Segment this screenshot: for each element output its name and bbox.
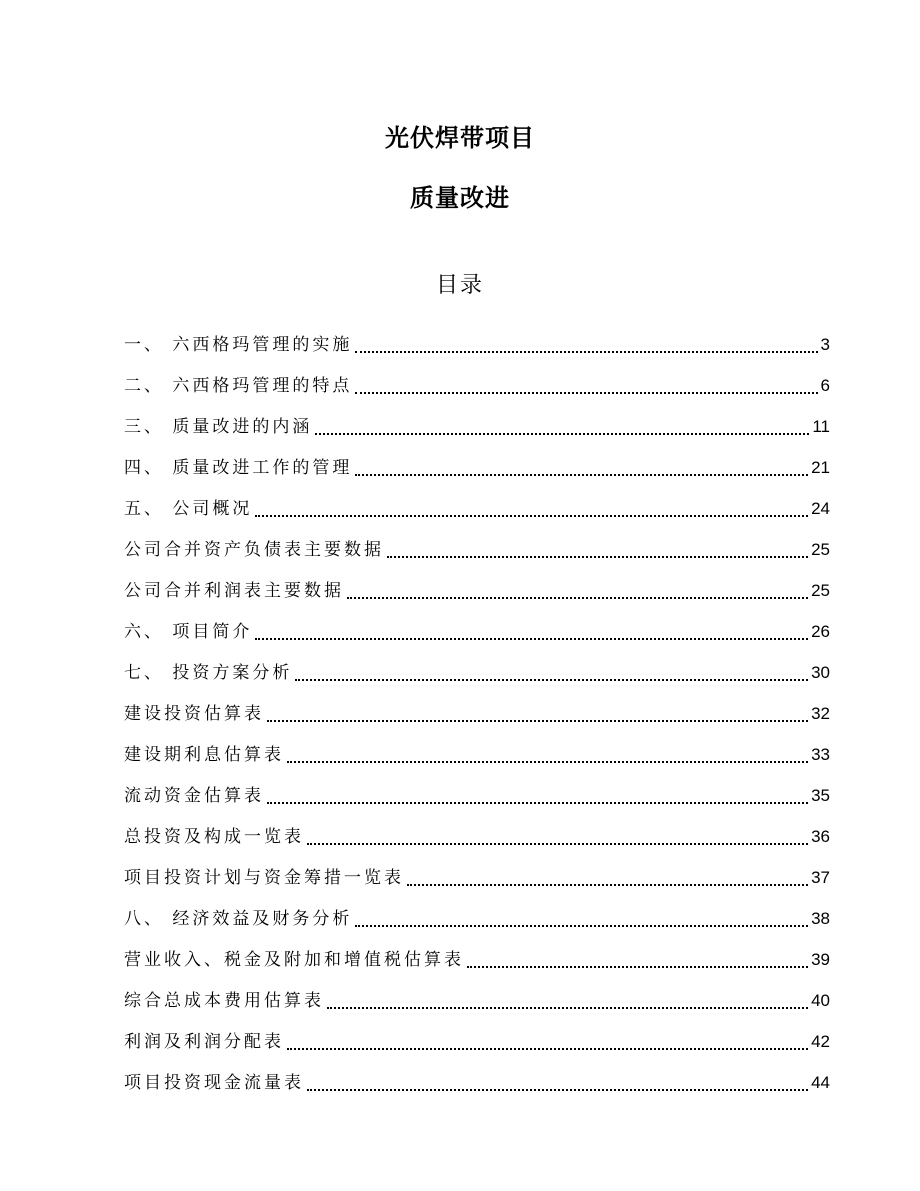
toc-entry[interactable]	[124, 603, 830, 644]
document-title: 光伏焊带项目	[385, 124, 535, 152]
toc-dot-leader	[307, 825, 808, 849]
toc-entry-page-number: 32	[811, 704, 830, 723]
toc-dot-leader	[255, 497, 808, 521]
toc-entry[interactable]	[124, 480, 830, 521]
toc-entry-label: 八、 经济效益及财务分析	[124, 909, 353, 929]
toc-dot-leader	[327, 989, 808, 1013]
toc-entry-label: 七、 投资方案分析	[124, 663, 293, 683]
toc-entry[interactable]	[124, 931, 830, 972]
toc-dot-leader	[295, 661, 808, 685]
toc-entry[interactable]	[124, 726, 830, 767]
toc-entry[interactable]	[124, 685, 830, 726]
toc-entry-label: 营业收入、税金及附加和增值税估算表	[124, 950, 464, 970]
toc-entry[interactable]	[124, 644, 830, 685]
toc-entry-page-number: 35	[811, 786, 830, 805]
toc-entry[interactable]	[124, 972, 830, 1013]
toc-dot-leader	[355, 907, 808, 931]
toc-dot-leader	[355, 456, 808, 480]
toc-entry-page-number: 30	[811, 663, 830, 682]
toc-entry[interactable]	[124, 767, 830, 808]
toc-dot-leader	[387, 538, 808, 562]
toc-dot-leader	[267, 702, 808, 726]
toc-dot-leader	[355, 374, 817, 398]
toc-entry[interactable]	[124, 890, 830, 931]
toc-entry-label: 公司合并利润表主要数据	[124, 581, 344, 601]
toc-heading: 目录	[435, 273, 484, 298]
toc-entry[interactable]	[124, 439, 830, 480]
toc-entry[interactable]	[124, 398, 830, 439]
toc-entry-page-number: 36	[811, 827, 830, 846]
toc-entry-label: 五、 公司概况	[124, 499, 253, 519]
toc-entry[interactable]	[124, 357, 830, 398]
toc-entry-page-number: 25	[811, 581, 830, 600]
toc-entry[interactable]	[124, 562, 830, 603]
toc-dot-leader	[347, 579, 808, 603]
toc-entry-page-number: 25	[811, 540, 830, 559]
toc-entry-label: 四、 质量改进工作的管理	[124, 458, 353, 478]
toc-entry-label: 建设期利息估算表	[124, 745, 284, 765]
toc-entry-page-number: 38	[811, 909, 830, 928]
toc-dot-leader	[307, 1071, 808, 1095]
toc-entry-label: 项目投资现金流量表	[124, 1073, 304, 1093]
toc-entry-label: 一、 六西格玛管理的实施	[124, 335, 353, 355]
toc-entry[interactable]	[124, 316, 830, 357]
toc-dot-leader	[287, 1030, 808, 1054]
toc-entry-page-number: 39	[811, 950, 830, 969]
toc-entry-label: 三、 质量改进的内涵	[124, 417, 313, 437]
toc-entry-page-number: 33	[811, 745, 830, 764]
toc-entry-label: 总投资及构成一览表	[124, 827, 304, 847]
table-of-contents	[124, 316, 830, 1095]
toc-entry[interactable]	[124, 1013, 830, 1054]
toc-entry-page-number: 37	[811, 868, 830, 887]
toc-entry[interactable]	[124, 808, 830, 849]
toc-entry-label: 六、 项目简介	[124, 622, 253, 642]
toc-dot-leader	[287, 743, 808, 767]
toc-dot-leader	[315, 415, 809, 439]
toc-entry-page-number: 21	[811, 458, 830, 477]
toc-entry-page-number: 26	[811, 622, 830, 641]
toc-entry-label: 利润及利润分配表	[124, 1032, 284, 1052]
toc-entry[interactable]	[124, 1054, 830, 1095]
toc-dot-leader	[255, 620, 808, 644]
toc-entry-label: 综合总成本费用估算表	[124, 991, 324, 1011]
toc-dot-leader	[267, 784, 808, 808]
toc-entry-page-number: 3	[820, 335, 830, 354]
toc-entry-page-number: 42	[811, 1032, 830, 1051]
toc-entry[interactable]	[124, 849, 830, 890]
toc-entry-page-number: 40	[811, 991, 830, 1010]
document-subtitle: 质量改进	[410, 184, 510, 212]
toc-entry-label: 项目投资计划与资金筹措一览表	[124, 868, 404, 888]
toc-dot-leader	[407, 866, 808, 890]
toc-entry-page-number: 44	[811, 1073, 830, 1092]
toc-entry-page-number: 6	[820, 376, 830, 395]
toc-entry-label: 二、 六西格玛管理的特点	[124, 376, 353, 396]
toc-entry-label: 流动资金估算表	[124, 786, 264, 806]
toc-entry-page-number: 24	[811, 499, 830, 518]
toc-dot-leader	[467, 948, 808, 972]
toc-entry[interactable]	[124, 521, 830, 562]
toc-dot-leader	[355, 333, 817, 357]
toc-entry-label: 建设投资估算表	[124, 704, 264, 724]
toc-entry-label: 公司合并资产负债表主要数据	[124, 540, 384, 560]
toc-entry-page-number: 11	[812, 417, 830, 436]
